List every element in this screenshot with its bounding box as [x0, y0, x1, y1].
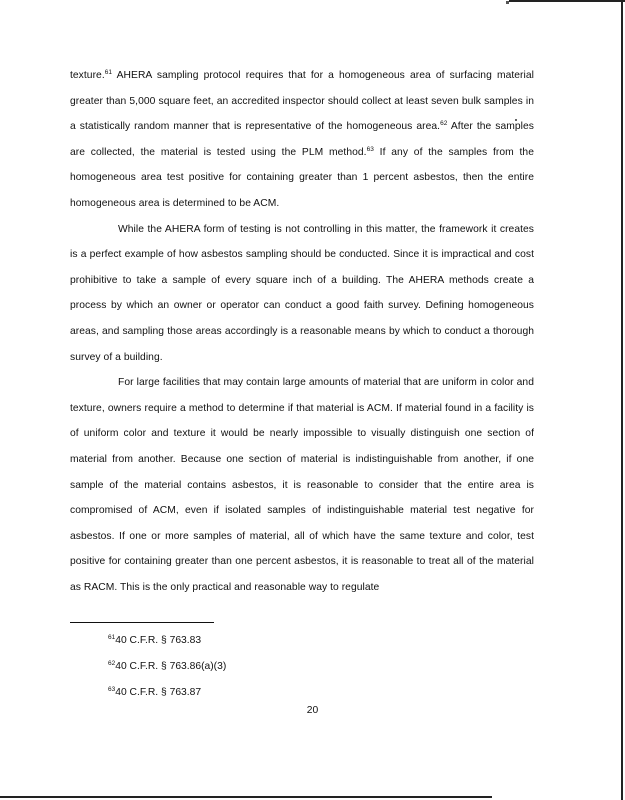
paragraph-1-text-d: If any of the samples from the homogeneous area test positive for containing greater than 1 percent asbestos, then the entire homogeneous area is determined to be ACM.: [70, 146, 534, 209]
paragraph-2: While the AHERA form of testing is not controlling in this matter, the framework it creates is a perfect example of how asbestos sampling should be conducted. Since it is impractical and cost prohibitive to take a sample of every square inch of a building. The AHERA methods create a process by which an owner or operator can conduct a good faith survey. Defining homogeneous areas, and sampling those areas accordingly is a reasonable means by which to conduct a thorough survey of a building.: [70, 223, 534, 363]
footnote-63: [108, 680, 226, 706]
footnote-ref-62[interactable]: 62: [440, 120, 448, 128]
paragraph-1-text-c: After the samples are collected, the material is tested using the PLM method.: [70, 121, 534, 158]
footnote-ref-61[interactable]: 61: [104, 69, 113, 76]
paragraph-1-text-b: AHERA sampling protocol requires that for a homogeneous area of surfacing material greater than 5,000 square feet, an accredited inspector should collect at least seven bulk samples in a statistically random manner that is representative of the homogeneous area.: [70, 70, 534, 133]
page-number: 20: [306, 705, 319, 716]
footnote-separator: [70, 622, 214, 623]
scan-border-bottom: [0, 796, 492, 798]
footnotes: [108, 628, 226, 706]
paragraph-1-text-a: texture.: [70, 70, 105, 81]
scan-border-top: [509, 0, 625, 2]
scan-artifact-mark: [506, 1, 509, 4]
footnote-61: [108, 628, 226, 654]
footnote-ref-63[interactable]: 63: [366, 145, 374, 153]
document-body: [70, 63, 534, 600]
footnote-number: 63: [108, 686, 116, 693]
footnote-62: [108, 654, 226, 680]
footnote-number: 62: [108, 660, 116, 667]
paragraph-1: [70, 63, 534, 217]
scan-border-right: [621, 0, 623, 800]
footnote-number: 61: [108, 634, 116, 641]
footnote-text: 40 C.F.R. § 763.83: [115, 635, 202, 646]
footnote-text: 40 C.F.R. § 763.87: [115, 687, 202, 698]
footnote-text: 40 C.F.R. § 763.86(a)(3): [115, 661, 227, 672]
paragraph-3: For large facilities that may contain large amounts of material that are uniform in color and texture, owners require a method to determine if that material is ACM. If material found in a facility is of uniform color and texture it would be nearly impossible to visually distinguish one section of material from another. Because one section of material is indistinguishable from another, if one sample of the material contains asbestos, it is reasonable to consider that the entire area is compromised of ACM, even if isolated samples of indistinguishable material test negative for asbestos. If one or more samples of material, all of which have the same texture and color, test positive for containing greater than one percent asbestos, it is reasonable to treat all of the material as RACM. This is the only practical and reasonable way to regulate: [70, 377, 534, 593]
